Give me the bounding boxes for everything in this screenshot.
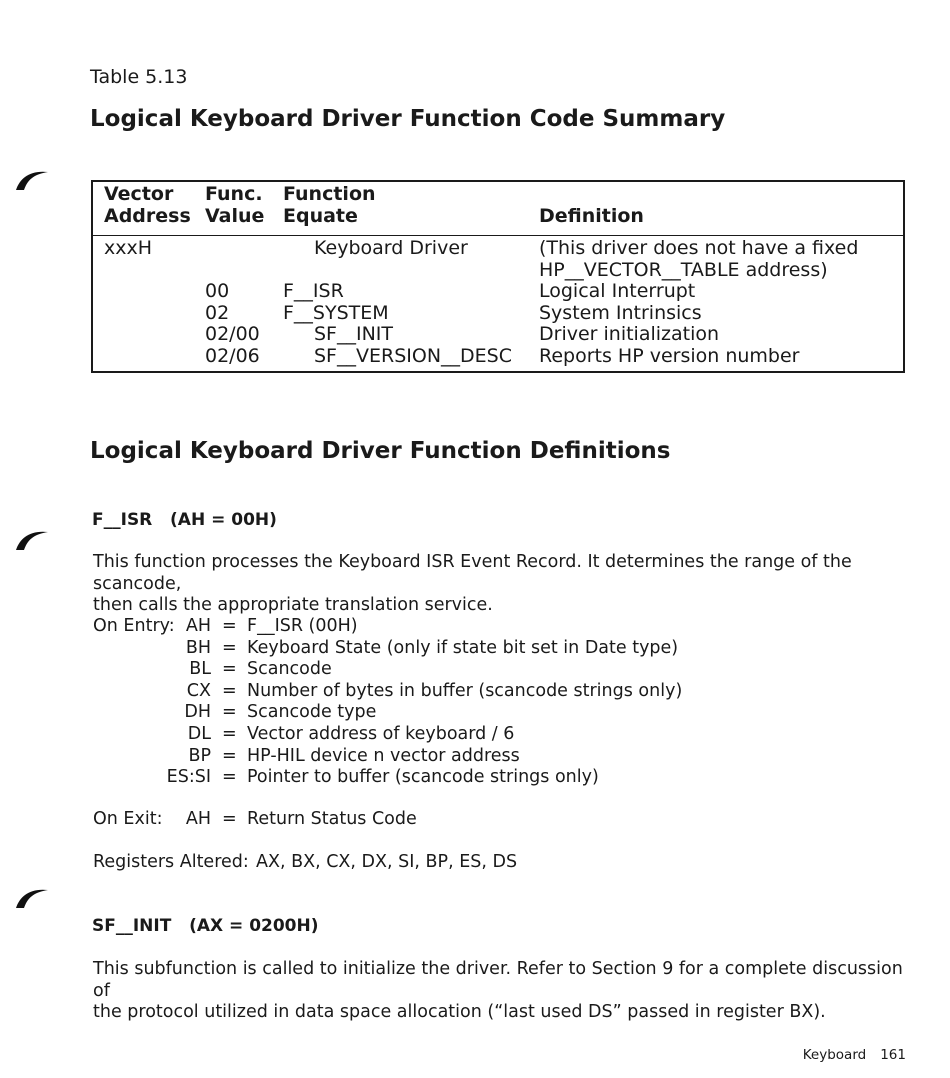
header-divider: [93, 235, 903, 236]
register-name: CX: [186, 680, 211, 701]
equals-sign: =: [222, 637, 237, 658]
register-name: DL: [187, 724, 211, 744]
registers-altered-label: Registers Altered:: [93, 852, 249, 872]
on-exit-label: On Exit:: [93, 809, 163, 829]
register-description: F__ISR (00H): [247, 616, 358, 636]
register-name: BH: [185, 637, 211, 658]
register-name: ES:SI: [166, 767, 211, 788]
margin-mark-icon: [14, 526, 50, 552]
footer-section: Keyboard: [802, 1047, 867, 1063]
cell-vector-address: xxxH: [104, 237, 153, 259]
cell-function-equate: SF__VERSION__DESC: [314, 345, 512, 367]
register-description: Number of bytes in buffer (scancode strings only): [247, 680, 683, 701]
cell-function-equate: SF__INIT: [314, 323, 394, 346]
sf-init-description: This subfunction is called to initialize the driver. Refer to Section 9 for a complete discussion of the protocol utilized in data space allocation (“last used DS” passed in register BX).: [93, 959, 903, 1022]
function-code-table: [91, 180, 905, 373]
register-description: HP-HIL device n vector address: [247, 745, 520, 766]
cell-func-value: 02/00: [205, 323, 260, 346]
page-number: 161: [880, 1047, 906, 1063]
on-entry-label: On Entry:: [93, 616, 175, 636]
cell-definition: Logical Interrupt: [539, 280, 696, 303]
register-description: Vector address of keyboard / 6: [247, 724, 515, 744]
header-function-equate: Function Equate: [283, 183, 376, 227]
register-name: BL: [189, 659, 211, 680]
equals-sign: =: [222, 767, 237, 788]
register-description: Scancode: [247, 659, 332, 680]
register-name: BP: [188, 745, 211, 766]
page-footer: [789, 1047, 906, 1063]
cell-definition: HP__VECTOR__TABLE address): [539, 258, 828, 281]
register-name: AH: [185, 809, 211, 829]
definitions-title: Logical Keyboard Driver Function Definitions: [90, 438, 671, 464]
header-vector-address: Vector Address: [104, 183, 191, 227]
cell-func-value: 00: [205, 280, 230, 303]
equals-sign: =: [222, 659, 237, 680]
registers-altered-value: AX, BX, CX, DX, SI, BP, ES, DS: [256, 852, 518, 872]
cell-definition: Driver initialization: [539, 323, 720, 346]
equals-sign: =: [222, 724, 237, 744]
equals-sign: =: [222, 745, 237, 766]
register-description: Keyboard State (only if state bit set in Date type): [247, 637, 679, 658]
cell-func-value: 02/06: [205, 345, 260, 367]
equals-sign: =: [222, 680, 237, 701]
margin-mark-icon: [14, 166, 50, 192]
register-description: Return Status Code: [247, 809, 417, 829]
header-definition: Definition: [539, 205, 644, 227]
margin-mark-icon: [14, 884, 50, 910]
cell-function-equate: Keyboard Driver: [314, 237, 468, 259]
cell-function-equate: F__SYSTEM: [283, 301, 389, 324]
equals-sign: =: [222, 702, 237, 723]
equals-sign: =: [222, 616, 237, 636]
table-label: Table 5.13: [90, 66, 188, 88]
sf-init-heading: SF__INIT (AX = 0200H): [92, 916, 319, 936]
register-name: AH: [185, 616, 211, 636]
cell-definition: Reports HP version number: [539, 345, 800, 367]
cell-definition: System Intrinsics: [539, 301, 702, 324]
register-description: Scancode type: [247, 702, 377, 723]
register-name: DH: [184, 702, 211, 723]
cell-func-value: 02: [205, 301, 230, 324]
cell-function-equate: F__ISR: [283, 280, 344, 303]
equals-sign: =: [222, 809, 237, 829]
cell-definition: (This driver does not have a fixed: [539, 237, 859, 259]
header-func-value: Func. Value: [205, 183, 265, 227]
summary-title: Logical Keyboard Driver Function Code Summary: [90, 106, 726, 132]
f-isr-heading: F__ISR (AH = 00H): [92, 510, 277, 530]
register-description: Pointer to buffer (scancode strings only): [247, 767, 599, 788]
f-isr-description: This function processes the Keyboard ISR Event Record. It determines the range of the scancode, then calls the appropriate translation service.: [93, 552, 852, 615]
